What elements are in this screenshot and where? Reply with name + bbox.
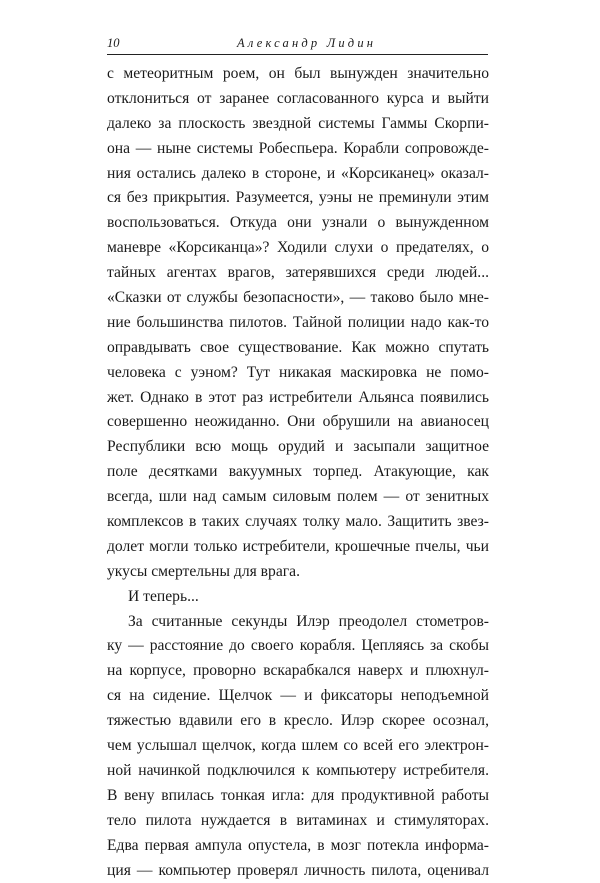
text-line: жет. Однако в этот раз истребители Альянса появились [107,386,489,411]
text-line: ку — расстояние до своего корабля. Цепляясь за скобы [107,634,489,659]
text-line: ся без прикрытия. Разумеется, уэны не преминули этим [107,186,489,211]
text-line: ной начинкой подключился к компьютеру истребителя. [107,759,489,784]
text-line: комплексов в таких случаях толку мало. Защитить звез- [107,510,489,535]
text-line: воспользоваться. Откуда они узнали о вынужденном [107,211,489,236]
header-rule [107,54,488,55]
text-line: Республики всю мощь орудий и засыпали защитное [107,435,489,460]
text-line: ния остались далеко в стороне, и «Корсиканец» оказал- [107,162,489,187]
text-line: маневре «Корсиканца»? Ходили слухи о предателях, о [107,236,489,261]
text-line: долет могли только истребители, крошечные пчелы, чьи [107,535,489,560]
paragraph-start-line: И теперь... [107,585,489,610]
text-line: человека с уэном? Тут никакая маскировка не помо- [107,361,489,386]
text-line: с метеоритным роем, он был вынужден значительно [107,62,489,87]
text-line: поле десятками вакуумных торпед. Атакующие, как [107,460,489,485]
running-title: Александр Лидин [237,36,376,51]
text-line: оправдывать свое существование. Как можно спутать [107,336,489,361]
text-line: отклониться от заранее согласованного курса и выйти [107,87,489,112]
text-line: Едва первая ампула опустела, в мозг потекла информа- [107,834,489,859]
text-line: ция — компьютер проверял личность пилота, оценивал [107,859,489,883]
paragraph-start-line: За считанные секунды Илэр преодолел стометров- [107,610,489,635]
body-text [107,62,489,883]
text-line: на корпусе, проворно вскарабкался наверх и плюхнул- [107,659,489,684]
text-line: «Сказки от службы безопасности», — таково было мне- [107,286,489,311]
text-line: тяжестью вдавили его в кресло. Илэр скорее осознал, [107,709,489,734]
text-line: совершенно неожиданно. Они обрушили на авианосец [107,410,489,435]
text-line: далеко за плоскость звездной системы Гаммы Скорпи- [107,112,489,137]
text-line: всегда, шли над самым силовым полем — от зенитных [107,485,489,510]
text-line: В вену впилась тонкая игла: для продуктивной работы [107,784,489,809]
text-line: укусы смертельны для врага. [107,560,489,585]
text-line: ние большинства пилотов. Тайной полиции надо как-то [107,311,489,336]
text-line: она — ныне системы Робеспьера. Корабли сопровожде- [107,137,489,162]
text-line: тело пилота нуждается в витаминах и стимуляторах. [107,809,489,834]
page-number: 10 [107,36,120,51]
running-head [107,34,487,52]
text-line: ся на сидение. Щелчок — и фиксаторы неподъемной [107,684,489,709]
text-line: чем услышал щелчок, когда шлем со всей его электрон- [107,734,489,759]
text-line: тайных агентах врагов, затерявшихся среди людей... [107,261,489,286]
